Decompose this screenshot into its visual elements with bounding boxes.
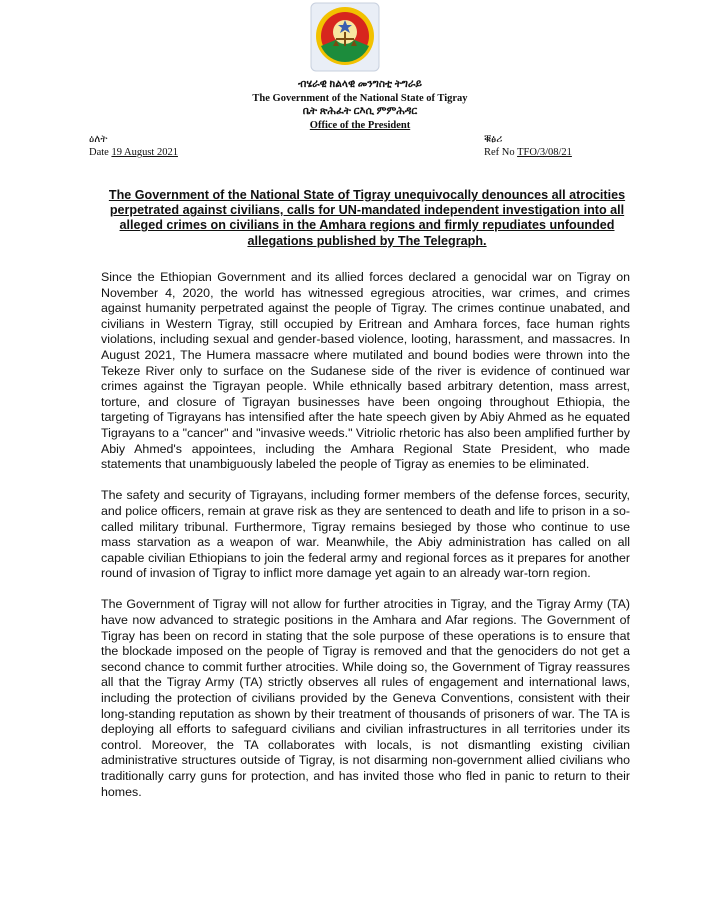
body-paragraph-1: Since the Ethiopian Government and its allied forces declared a genocidal war on Tigray on November 4, 2020, the world has witnessed egregious atrocities, war crimes, and crimes against humanity perpetrated against the people of Tigray. The crimes continue unabated, and civilians in Western Tigray, still occupied by Eritrean and Amhara forces, face human rights violations, including sexual and gender-based violence, looting, harassment, and massacres. In August 2021, The Humera massacre where mutilated and bound bodies were thrown into the Tekeze River only to surface on the Sudanese side of the river is evidence of continued war crimes against the Tigrayan people. While ethnically based arbitrary detention, mass arrest, torture, and closure of Tigrayan businesses have been ongoing throughout Ethiopia, the targeting of Tigrayans has intensified after the hate speech given by Abiy Ahmed as he equated Tigrayans to a "cancer" and "invasive weeds." Vitriolic rhetoric has also been amplified further by Abiy Ahmed's appointees, including the Amhara Regional State President, who made statements that unambiguously labeled the people of Tigray as enemies to be eliminated.	[101, 270, 630, 472]
date-block	[89, 133, 178, 159]
ref-label-amharic: ቑፅሪ	[484, 134, 503, 145]
ref-label: Ref No	[484, 147, 515, 158]
letterhead-amharic-line-1: ብሄራዊ ክልላዊ መንግስቲ ትግራይ	[298, 79, 422, 90]
body-paragraph-2: The safety and security of Tigrayans, including former members of the defense forces, security, and police officers, remain at grave risk as they are sentenced to death and life to prison in a so-called military tribunal. Furthermore, Tigray remains besieged by those who continue to use mass starvation as a weapon of war. Meanwhile, the Abiy administration has called on all capable civilian Ethiopians to join the federal army and regional forces as it prepares for another round of invasion of Tigray to inflict more damage yet again to an already war-torn region.	[101, 488, 630, 581]
letterhead-amharic-line-2: ቤት ጽሕፈት ርእሲ ምምሕዳር	[302, 106, 418, 117]
date-label: Date	[89, 147, 109, 158]
statement-headline: The Government of the National State of Tigray unequivocally denounces all atrocities perpetrated against civilians, calls for UN-mandated independent investigation into all alleged crimes on civilians in the Amhara regions and firmly repudiates unfounded allegations published by The Telegraph.	[108, 188, 626, 248]
letterhead-office-name: Office of the President	[309, 119, 411, 131]
date-label-amharic: ዕለት	[89, 134, 108, 145]
ref-value: TFO/3/08/21	[517, 147, 572, 158]
letterhead	[0, 78, 720, 132]
body-paragraph-3: The Government of Tigray will not allow for further atrocities in Tigray, and the Tigray Army (TA) have now advanced to strategic positions in the Amhara and Afar regions. The Government of Tigray has been on record in stating that the sole purpose of these operations is to ensure that the blockade imposed on the people of Tigray is removed and that the genociders do not get a second chance to commit further atrocities. While doing so, the Government of Tigray reassures all that the Tigray Army (TA) strictly observes all rules of engagement and international laws, including the protection of civilians provided by the Geneva Conventions, consistent with their long-standing reputation as shown by their treatment of thousands of prisoners of war. The TA is deploying all efforts to safeguard civilians and civilian infrastructures in all territories under its control. Moreover, the TA collaborates with locals, is not dismantling existing civilian administrative structures outside of Tigray, is not disarming non-government allied civilians who traditionally carry guns for protection, and has invited those who fled in panic to return to their homes.	[101, 597, 630, 799]
date-value: 19 August 2021	[111, 147, 178, 158]
tigray-seal-logo	[310, 2, 380, 72]
statement-body	[101, 270, 630, 816]
letterhead-government-name: The Government of the National State of Tigray	[252, 92, 468, 104]
date-line	[89, 146, 178, 159]
ref-block	[484, 133, 572, 159]
ref-line	[484, 146, 572, 159]
